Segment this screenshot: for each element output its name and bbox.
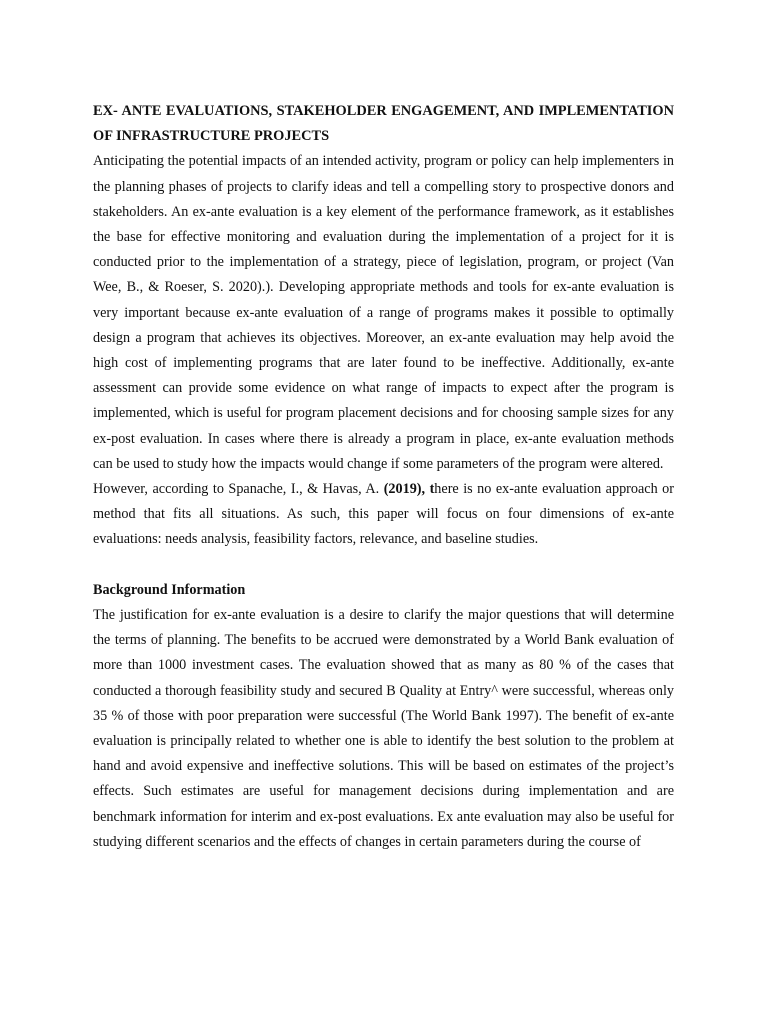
background-paragraph: The justification for ex-ante evaluation is a desire to clarify the major questions that will determine the terms of planning. The benefits to be accrued were demonstrated by a World Bank evaluation of more than 1000 investment cases. The evaluation showed that as many as 80 % of the cases that conducted a thorough feasibility study and secured B Quality at Entry^ were successful, whereas only 35 % of those with poor preparation were successful (The World Bank 1997). The benefit of ex-ante evaluation is principally related to whether one is able to identify the best solution to the problem at hand and avoid expensive and ineffective solutions. This will be based on estimates of the project’s effects. Such estimates are useful for management decisions during implementation and are benchmark information for interim and ex-post evaluations. Ex ante evaluation may also be useful for studying different scenarios and the effects of changes in certain parameters during the course of — [93, 607, 674, 850]
scope-paragraph — [93, 477, 674, 553]
intro-paragraph: Anticipating the potential impacts of an intended activity, program or policy can help implementers in the planning phases of projects to clarify ideas and tell a compelling story to prospective donors and stakeholders. An ex-ante evaluation is a key element of the performance framework, as it establishes the base for effective monitoring and evaluation during the implementation of a project for it is conducted prior to the implementation of a strategy, piece of legislation, program, or project (Van Wee, B., & Roeser, S. 2020).). Developing appropriate methods and tools for ex-ante evaluation is very important because ex-ante evaluation of a range of programs makes it possible to optimally design a program that achieves its objectives. Moreover, an ex-ante evaluation may help avoid the high cost of implementing programs that are later found to be ineffective. Additionally, ex-ante assessment can provide some evidence on what range of impacts to expect after the program is implemented, which is useful for program placement decisions and for choosing sample sizes for any ex-post evaluation. In cases where there is already a program in place, ex-ante evaluation methods can be used to study how the impacts would change if some parameters of the program were altered. — [93, 153, 674, 472]
section-spacer — [93, 553, 674, 578]
scope-text-before: However, according to Spanache, I., & Havas, A. — [93, 481, 384, 498]
document-body — [93, 99, 674, 855]
document-title: EX- ANTE EVALUATIONS, STAKEHOLDER ENGAGEMENT, AND IMPLEMENTATION OF INFRASTRUCTURE PROJECTS — [93, 103, 674, 145]
scope-text-after: here is no ex-ante evaluation approach or method that fits all situations. As such, this paper will focus on four dimensions of ex-ante evaluations: needs analysis, feasibility factors, relevance, and baseline studies. — [93, 481, 674, 548]
scope-citation-year: (2019), t — [383, 481, 435, 498]
section-heading: Background Information — [93, 581, 246, 598]
